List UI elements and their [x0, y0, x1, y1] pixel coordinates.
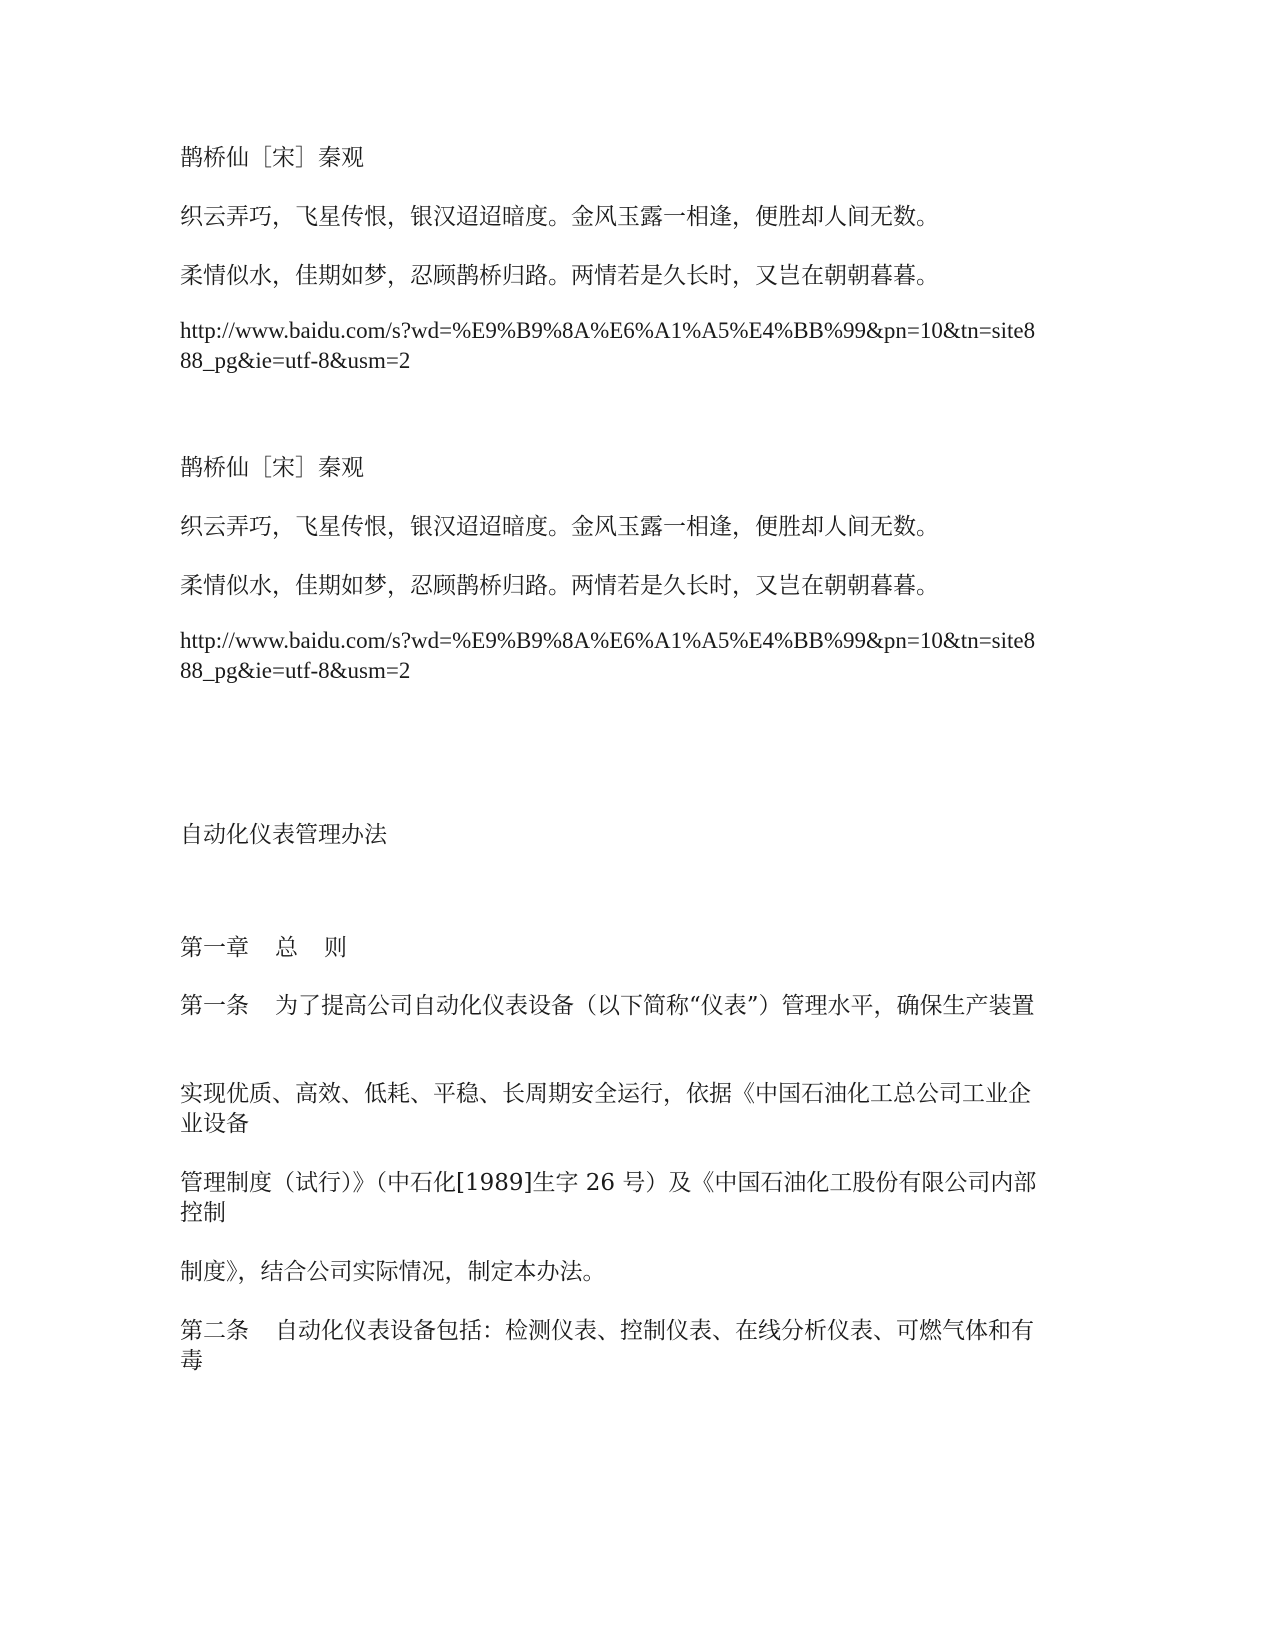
article-1-label: 第一条	[180, 993, 249, 1019]
poem2-line1: 织云弄巧，飞星传恨，银汉迢迢暗度。金风玉露一相逢，便胜却人间无数。	[180, 514, 939, 540]
poem1-title: 鹊桥仙［宋］秦观	[180, 145, 364, 171]
poem1-line1: 织云弄巧，飞星传恨，银汉迢迢暗度。金风玉露一相逢，便胜却人间无数。	[180, 204, 939, 230]
chapter-heading	[180, 933, 1040, 963]
article-2-paragraph	[180, 1316, 1040, 1376]
article-1-paragraph	[180, 991, 1040, 1021]
document-title: 自动化仪表管理办法	[180, 822, 387, 848]
paragraph-2: 实现优质、高效、低耗、平稳、长周期安全运行，依据《中国石油化工总公司工业企业设备	[180, 1081, 1031, 1137]
article-2-label: 第二条	[180, 1318, 249, 1344]
paragraph-4: 制度》，结合公司实际情况，制定本办法。	[180, 1259, 606, 1285]
chapter-word-1: 总	[275, 935, 298, 961]
paragraph-3: 管理制度（试行）》（中石化[1989]生字 26 号）及《中国石油化工股份有限公司内部控制	[180, 1170, 1037, 1226]
article-2-text: 自动化仪表设备包括：检测仪表、控制仪表、在线分析仪表、可燃气体和有毒	[180, 1318, 1034, 1374]
poem1-line2: 柔情似水，佳期如梦，忍顾鹊桥归路。两情若是久长时，又岂在朝朝暮暮。	[180, 263, 939, 289]
poem2-url-link[interactable]: http://www.baidu.com/s?wd=%E9%B9%8A%E6%A1%A5%E4%BB%99&pn=10&tn=site888_pg&ie=utf-8&usm=2	[180, 628, 1036, 683]
chapter-word-2: 则	[324, 935, 347, 961]
article-1-text: 为了提高公司自动化仪表设备（以下简称“仪表”）管理水平，确保生产装置	[275, 993, 1035, 1019]
poem2-line2: 柔情似水，佳期如梦，忍顾鹊桥归路。两情若是久长时，又岂在朝朝暮暮。	[180, 573, 939, 599]
chapter-label: 第一章	[180, 935, 249, 961]
poem1-url-link[interactable]: http://www.baidu.com/s?wd=%E9%B9%8A%E6%A1%A5%E4%BB%99&pn=10&tn=site888_pg&ie=utf-8&usm=2	[180, 318, 1036, 373]
poem2-title: 鹊桥仙［宋］秦观	[180, 455, 364, 481]
